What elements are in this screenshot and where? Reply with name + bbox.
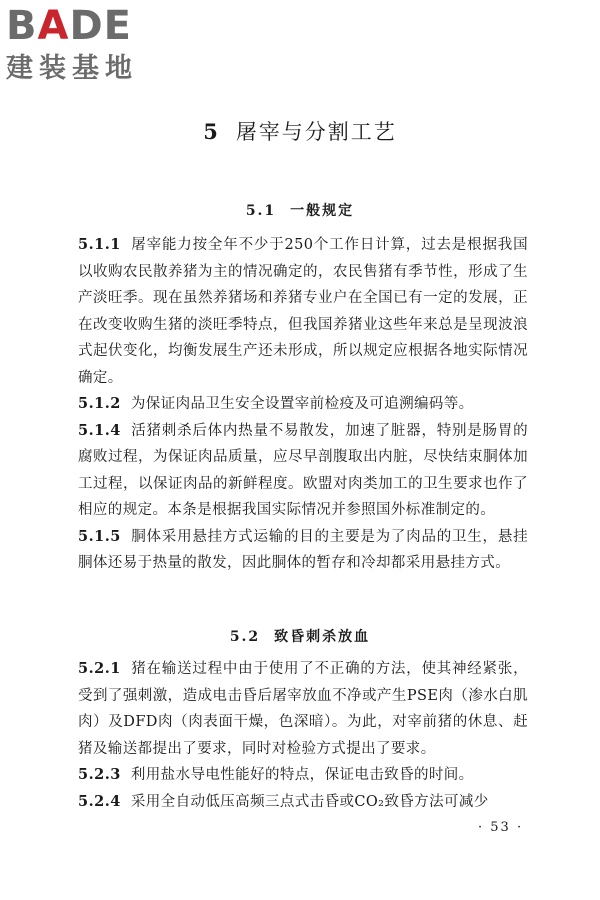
- logo-wordmark: BADE: [6, 3, 132, 49]
- clause-text: 为保证肉品卫生安全设置宰前检疫及可追溯编码等。: [130, 396, 474, 412]
- chapter-number: 5: [203, 119, 220, 144]
- chapter-title-text: 屠宰与分割工艺: [235, 120, 397, 144]
- clause-number: 5.2.4: [78, 792, 121, 810]
- clause-paragraph: [78, 524, 528, 577]
- clause-number: 5.2.1: [78, 660, 121, 677]
- clause-text: 活猪刺杀后体内热量不易散发，加速了脏器，特别是肠胃的腐败过程，为保证肉品质量，应尽早剖腹取出内脏，尽快结束胴体加工过程，以保证肉品的新鲜程度。欧盟对肉类加工的卫生要求也作了相应的规定。本条是根据我国实际情况并参照国外标准制定的。: [78, 422, 528, 518]
- clause-paragraph: [78, 762, 528, 789]
- clause-text: 猪在输送过程中由于使用了不正确的方法，使其神经紧张，受到了强刺激，造成电击昏后屠宰放血不净或产生PSE肉（渗水白肌肉）及DFD肉（肉表面干燥，色深暗）。为此，对宰前猪的休息、赶猪及输送都提出了要求，同时对检验方式提出了要求。: [78, 661, 528, 757]
- chapter-title: [0, 116, 600, 146]
- clause-paragraph: [78, 232, 528, 391]
- clause-text: 胴体采用悬挂方式运输的目的主要是为了肉品的卫生，悬挂胴体还易于热量的散发，因此胴体的暂存和冷却都采用悬挂方式。: [78, 528, 528, 571]
- clause-paragraph: [78, 391, 528, 418]
- clause-text: 屠宰能力按全年不少于250个工作日计算，过去是根据我国以收购农民散养猪为主的情况确定的，农民售猪有季节性，形成了生产淡旺季。现在虽然养猪场和养猪专业户在全国已有一定的发展，正在改变收购生猪的淡旺季特点，但我国养猪业这些年来总是呈现波浪式起伏变化，均衡发展生产还未形成，所以规定应根据各地实际情况确定。: [78, 237, 528, 386]
- brand-logo: [6, 4, 176, 86]
- clause-paragraph: [78, 789, 528, 816]
- section-body: [78, 656, 528, 815]
- clause-paragraph: [78, 656, 528, 762]
- clause-number: 5.1.1: [78, 236, 121, 253]
- clause-number: 5.1.2: [78, 395, 121, 412]
- clause-number: 5.1.5: [78, 527, 121, 545]
- clause-text: 采用全自动低压高频三点式击昏或CO₂致昏方法可减少: [130, 793, 489, 810]
- section-body: [78, 232, 528, 577]
- clause-number: 5.1.4: [78, 421, 121, 439]
- page-number: · 53 ·: [478, 820, 524, 835]
- clause-paragraph: [78, 418, 528, 524]
- section-heading: 5.2 致昏刺杀放血: [229, 629, 371, 645]
- section-heading: 5.1 一般规定: [245, 203, 355, 219]
- clause-text: 利用盐水导电性能好的特点，保证电击致昏的时间。: [130, 767, 474, 783]
- logo-subtitle: 建装基地: [6, 53, 138, 84]
- clause-number: 5.2.3: [78, 766, 121, 783]
